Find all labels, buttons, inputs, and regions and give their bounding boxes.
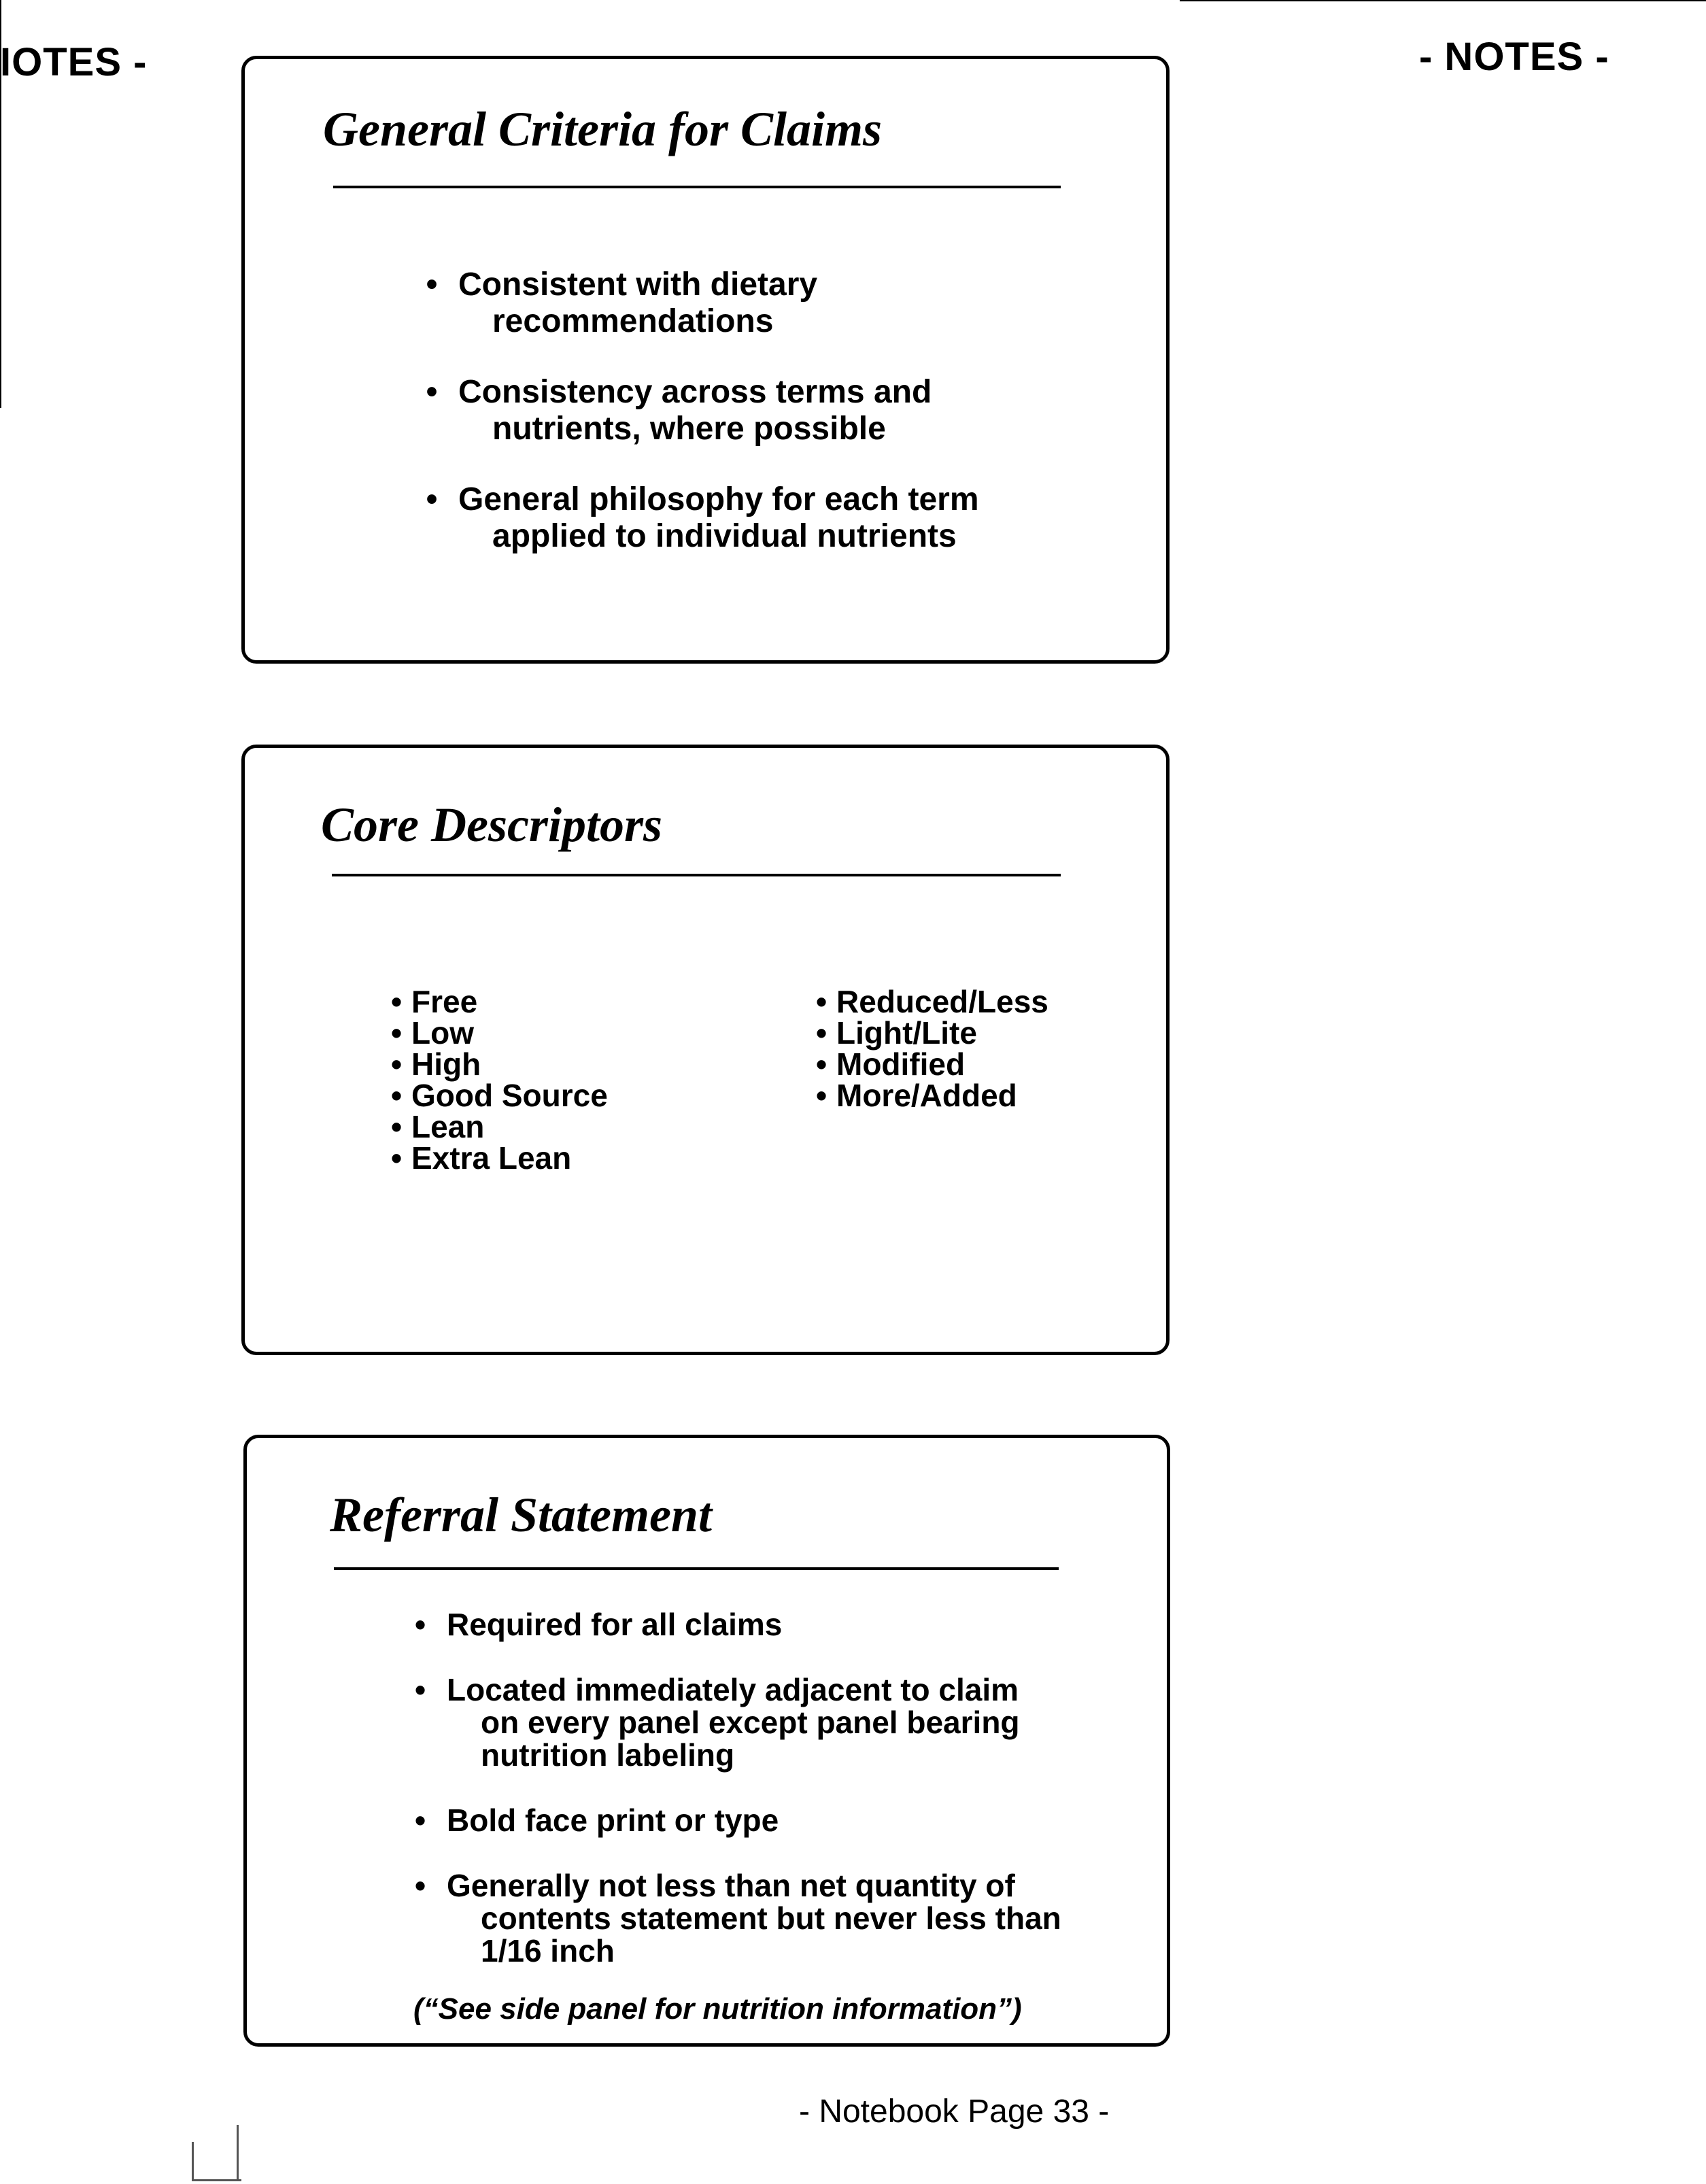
bullet-item [410, 1673, 1131, 1771]
bullet-item [422, 374, 1102, 447]
bullet-item [422, 481, 1102, 555]
bullet-dot: • [391, 1078, 403, 1113]
bullet-dot: • [816, 1078, 828, 1113]
descriptor-item [816, 1015, 1048, 1051]
bullet-text: Located immediately adjacent to claim [447, 1672, 1019, 1707]
bullet-dot: • [426, 267, 438, 303]
bullet-dot: • [391, 984, 403, 1019]
descriptor-item [816, 1080, 1048, 1111]
descriptor-text: Extra Lean [411, 1140, 572, 1176]
bullet-dot: • [816, 1046, 828, 1082]
descriptor-item [391, 1048, 608, 1080]
bullet-text-continued: recommendations [492, 303, 774, 339]
descriptor-text: Low [411, 1015, 474, 1051]
descriptor-item [391, 986, 608, 1017]
bullet-list [422, 267, 1102, 555]
title-rule [334, 1567, 1059, 1570]
bullet-list [410, 1608, 1131, 1967]
descriptor-text: Good Source [411, 1078, 608, 1113]
bullet-text-continued: nutrients, where possible [492, 411, 886, 447]
notes-label-right: - NOTES - [1419, 35, 1609, 79]
descriptor-text: Free [411, 984, 478, 1019]
descriptor-item [391, 1111, 608, 1142]
bullet-dot: • [414, 1672, 426, 1707]
top-right-page-edge [1180, 0, 1706, 1]
slide-title: General Criteria for Claims [323, 102, 883, 156]
corner-mark [192, 2142, 241, 2181]
bullet-text: General philosophy for each term [458, 481, 979, 517]
bullet-item [422, 267, 1102, 340]
bullet-dot: • [414, 1868, 426, 1903]
bullet-text-continued: 1/16 inch [481, 1933, 615, 1968]
bullet-item [410, 1804, 1131, 1837]
descriptor-item [391, 1080, 608, 1111]
example-statement: (“See side panel for nutrition information”) [413, 1992, 1022, 2026]
title-rule [333, 186, 1061, 188]
descriptor-text: Light/Lite [836, 1015, 977, 1051]
bullet-dot: • [391, 1015, 403, 1051]
descriptor-text: Reduced/Less [836, 984, 1048, 1019]
slide-referral-statement [243, 1435, 1170, 2047]
bullet-text: Required for all claims [447, 1607, 783, 1642]
descriptor-item [816, 1048, 1048, 1080]
descriptor-item [816, 986, 1048, 1017]
descriptor-text: More/Added [836, 1078, 1017, 1113]
descriptor-list-right [816, 986, 1048, 1111]
bullet-text: Bold face print or type [447, 1803, 779, 1838]
bullet-text: Consistency across terms and [458, 374, 932, 410]
bullet-item [410, 1608, 1131, 1641]
descriptor-list-left [391, 986, 608, 1174]
slide-core-descriptors [241, 745, 1170, 1355]
bullet-dot: • [391, 1046, 403, 1082]
descriptor-text: High [411, 1046, 481, 1082]
slide-general-criteria [241, 56, 1170, 664]
bullet-dot: • [426, 481, 438, 517]
slide-title: Core Descriptors [321, 798, 662, 852]
bullet-dot: • [391, 1109, 403, 1144]
notes-label-left: IOTES - [0, 40, 148, 84]
bullet-dot: • [391, 1140, 403, 1176]
bullet-dot: • [816, 1015, 828, 1051]
title-rule [332, 874, 1061, 876]
bullet-dot: • [414, 1803, 426, 1838]
bullet-text-continued: nutrition labeling [481, 1737, 735, 1773]
bullet-text: Consistent with dietary [458, 267, 818, 303]
descriptor-text: Lean [411, 1109, 485, 1144]
bullet-text-continued: on every panel except panel bearing [481, 1705, 1020, 1740]
bullet-dot: • [426, 374, 438, 410]
page-footer: - Notebook Page 33 - [799, 2094, 1110, 2130]
descriptor-text: Modified [836, 1046, 966, 1082]
corner-mark-stroke [237, 2125, 239, 2179]
bullet-text-continued: contents statement but never less than [481, 1900, 1061, 1936]
bullet-dot: • [816, 984, 828, 1019]
bullet-text: Generally not less than net quantity of [447, 1868, 1015, 1903]
bullet-item [410, 1869, 1131, 1967]
slide-title: Referral Statement [330, 1488, 712, 1542]
descriptor-item [391, 1142, 608, 1174]
bullet-text-continued: applied to individual nutrients [492, 518, 957, 554]
descriptor-item [391, 1015, 608, 1051]
bullet-dot: • [414, 1607, 426, 1642]
